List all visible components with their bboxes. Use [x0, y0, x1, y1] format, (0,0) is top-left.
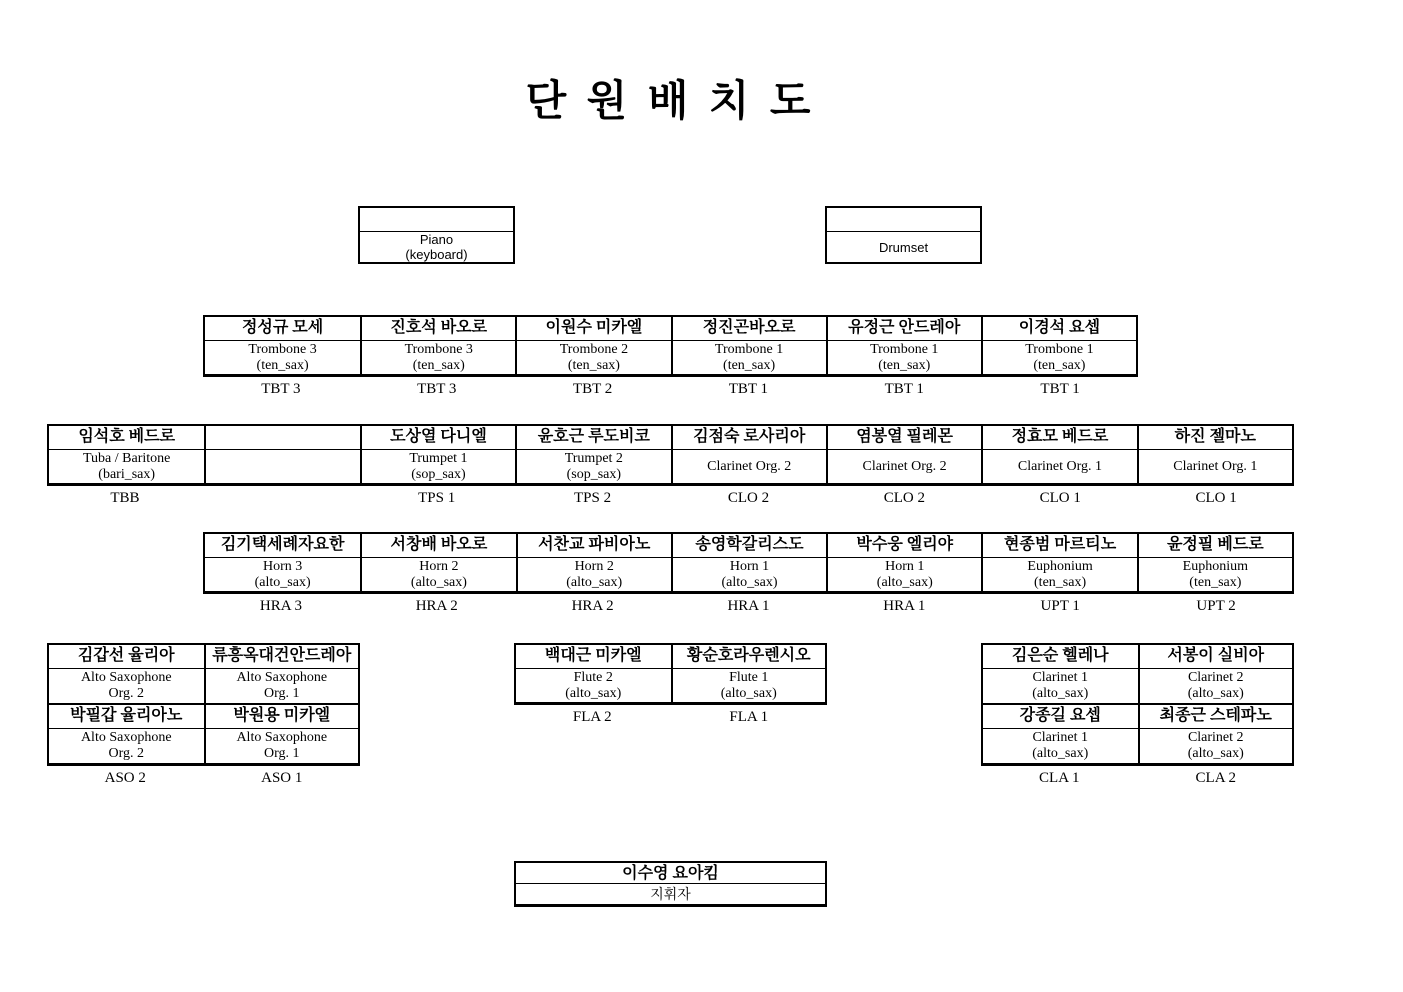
member-instrument	[983, 450, 1136, 483]
instrument-line1: Trombone 1	[714, 341, 784, 357]
member-instrument	[983, 341, 1136, 374]
member-instrument	[517, 341, 670, 374]
instrument-line2: (sop_sax)	[566, 466, 622, 482]
member-instrument	[518, 558, 671, 591]
clarinet-row-a	[983, 645, 1292, 703]
member-name: 염봉열 필레몬	[828, 426, 981, 450]
member-instrument	[206, 450, 359, 483]
instrument-line2: Org. 2	[108, 686, 145, 701]
member-cell	[981, 426, 1136, 483]
instrument-line1: Clarinet Org. 1	[1017, 458, 1102, 474]
instrument-line2: (alto_sax)	[720, 685, 777, 701]
alto-sax-block	[47, 643, 360, 766]
member-instrument	[673, 558, 826, 591]
member-name: 류흥옥대건안드레아	[206, 645, 359, 669]
member-cell	[360, 426, 515, 483]
instrument-line1: Euphonium	[1182, 558, 1249, 574]
instrument-line1: Clarinet Org. 1	[1173, 458, 1258, 474]
seat-code: CLO 1	[1039, 490, 1081, 506]
member-cell	[983, 645, 1138, 703]
instrument-line1: Horn 2	[574, 558, 614, 574]
member-name	[206, 426, 359, 450]
seat-code: FLA 1	[729, 709, 769, 725]
instrument-line2: (sop_sax)	[411, 466, 466, 482]
member-instrument	[673, 341, 826, 374]
seat-code: FLA 2	[572, 709, 612, 725]
member-instrument	[205, 341, 360, 374]
instrument-line2: (alto_sax)	[721, 574, 778, 590]
instrument-line1: Trombone 3	[248, 341, 317, 357]
instrument-line2: (alto_sax)	[1187, 746, 1244, 761]
page-title: 단 원 배 치 도	[525, 79, 815, 125]
seat-code: HRA 2	[415, 598, 458, 614]
member-name: 최종근 스테파노	[1140, 705, 1293, 729]
horn-codes-row	[203, 598, 1294, 615]
instrument-line1: Clarinet Org. 2	[862, 458, 947, 474]
instrument-line2: (ten_sax)	[1034, 574, 1087, 590]
member-instrument	[206, 729, 359, 763]
member-instrument	[362, 450, 515, 483]
member-cell	[671, 317, 826, 374]
instrument-line1: Clarinet Org. 2	[707, 458, 792, 474]
instrument-line2: (alto_sax)	[876, 574, 933, 590]
drumset-label	[827, 232, 980, 262]
member-cell	[1138, 705, 1293, 763]
member-cell	[981, 534, 1136, 591]
member-name: 진호석 바오로	[362, 317, 515, 341]
flute-codes-row	[514, 709, 827, 726]
instrument-line2: (ten_sax)	[1033, 357, 1086, 373]
member-cell	[360, 534, 515, 591]
instrument-line2: (alto_sax)	[410, 574, 467, 590]
member-cell	[1137, 534, 1292, 591]
member-instrument	[49, 729, 204, 763]
instrument-line1: Horn 1	[729, 558, 770, 574]
member-cell	[49, 645, 204, 703]
member-cell	[826, 317, 981, 374]
instrument-line1: Alto Saxophone	[236, 670, 328, 685]
seat-code: ASO 1	[261, 770, 303, 786]
member-name: 윤정필 베드로	[1139, 534, 1292, 558]
conductor-box	[514, 861, 827, 907]
member-cell	[204, 645, 359, 703]
seat-code: TPS 2	[574, 490, 612, 506]
instrument-line1: Horn 2	[419, 558, 459, 574]
member-name: 윤호근 루도비코	[517, 426, 670, 450]
instrument-line1: Clarinet 1	[1032, 730, 1089, 745]
seat-code: HRA 3	[259, 598, 302, 614]
member-name: 김은순 헬레나	[983, 645, 1138, 669]
seat-code: UPT 2	[1196, 598, 1236, 614]
member-instrument	[1140, 669, 1293, 703]
instrument-line2: Org. 1	[263, 686, 300, 701]
member-cell	[49, 426, 204, 483]
member-instrument	[673, 669, 826, 702]
member-cell	[360, 317, 515, 374]
member-name: 유정근 안드레아	[828, 317, 981, 341]
member-instrument	[49, 669, 204, 703]
seat-code: TBT 1	[884, 381, 924, 397]
member-name: 김점숙 로사리아	[673, 426, 826, 450]
instrument-line2: (ten_sax)	[567, 357, 620, 373]
seat-code: TPS 1	[418, 490, 456, 506]
flute-block	[514, 643, 827, 705]
member-cell	[981, 317, 1136, 374]
instrument-line1: Trumpet 2	[564, 450, 623, 466]
trombone-codes-row	[203, 381, 1138, 398]
piano-label-line1: Piano	[419, 232, 454, 247]
seat-code: ASO 2	[104, 770, 146, 786]
seat-code: TBT 3	[417, 381, 457, 397]
instrument-line2: (alto_sax)	[566, 574, 623, 590]
member-cell	[826, 534, 981, 591]
conductor-role: 지휘자	[650, 888, 691, 903]
instrument-line1: Trombone 2	[559, 341, 629, 357]
horn-euphonium-row	[203, 532, 1294, 594]
instrument-line2: (alto_sax)	[565, 685, 622, 701]
member-name: 박원용 미카엘	[206, 705, 359, 729]
alto-sax-row-b	[49, 703, 358, 763]
member-instrument	[983, 669, 1138, 703]
member-instrument	[49, 450, 204, 483]
member-instrument	[828, 558, 981, 591]
instrument-line2: (alto_sax)	[1032, 746, 1089, 761]
member-name: 강종길 요셉	[983, 705, 1138, 729]
drumset-name-row	[827, 208, 980, 232]
instrument-line1: Euphonium	[1027, 558, 1093, 574]
member-cell	[205, 534, 360, 591]
member-name: 박필갑 율리아노	[49, 705, 204, 729]
instrument-line2: (ten_sax)	[1189, 574, 1242, 590]
drumset-box	[825, 206, 982, 264]
member-cell	[1138, 645, 1293, 703]
piano-box	[358, 206, 515, 264]
instrument-line2: (alto_sax)	[1187, 686, 1244, 701]
conductor-name: 이수영 요아킴	[516, 863, 825, 884]
member-name: 이원수 미카엘	[517, 317, 670, 341]
member-name: 도상열 다니엘	[362, 426, 515, 450]
instrument-line1: Horn 1	[885, 558, 925, 574]
member-name: 황순호라우렌시오	[673, 645, 826, 669]
member-name: 서창배 바오로	[362, 534, 515, 558]
member-cell	[515, 317, 670, 374]
seat-code: CLO 2	[883, 490, 925, 506]
seat-code: HRA 1	[727, 598, 770, 614]
instrument-line1: Clarinet 2	[1187, 670, 1244, 685]
member-name: 이경석 요셉	[983, 317, 1136, 341]
member-cell	[671, 534, 826, 591]
member-instrument	[983, 558, 1136, 591]
clarinet-block	[981, 643, 1294, 766]
member-instrument	[206, 669, 359, 703]
member-cell	[1137, 426, 1292, 483]
seat-code: CLO 2	[727, 490, 770, 506]
alto-sax-row-a	[49, 645, 358, 703]
empty-member-cell	[204, 426, 359, 483]
member-cell	[983, 705, 1138, 763]
member-name: 현종범 마르티노	[983, 534, 1136, 558]
member-cell	[205, 317, 360, 374]
instrument-line2: (bari_sax)	[98, 466, 156, 482]
seat-code: UPT 1	[1040, 598, 1080, 614]
drumset-label-line1: Drumset	[878, 239, 929, 255]
instrument-line1: Alto Saxophone	[80, 670, 172, 685]
seat-code: TBT 3	[261, 381, 301, 397]
member-instrument	[362, 341, 515, 374]
member-instrument	[1140, 729, 1293, 763]
instrument-line1: Clarinet 1	[1032, 670, 1089, 685]
seat-code: CLA 2	[1195, 770, 1236, 786]
instrument-line1: Clarinet 2	[1187, 730, 1244, 745]
member-cell	[826, 426, 981, 483]
clarinet-row-b	[983, 703, 1292, 763]
member-name: 하진 젤마노	[1139, 426, 1292, 450]
member-instrument	[1139, 558, 1292, 591]
member-name: 서찬교 파비아노	[518, 534, 671, 558]
member-name: 송영학갈리스도	[673, 534, 826, 558]
instrument-line2: (alto_sax)	[254, 574, 311, 590]
seat-code: HRA 1	[883, 598, 926, 614]
instrument-line1: Trumpet 1	[409, 450, 468, 466]
member-name: 서봉이 실비아	[1140, 645, 1293, 669]
trombone-row	[203, 315, 1138, 377]
seat-code: HRA 2	[571, 598, 614, 614]
member-name: 김갑선 율리아	[49, 645, 204, 669]
clarinet-codes-row	[981, 770, 1294, 787]
seat-code: CLA 1	[1039, 770, 1080, 786]
instrument-line2: (ten_sax)	[412, 357, 465, 373]
member-instrument	[673, 450, 826, 483]
seat-code: TBT 1	[1040, 381, 1080, 397]
member-name: 임석호 베드로	[49, 426, 204, 450]
instrument-line1: Flute 1	[729, 669, 769, 685]
instrument-line1: Trombone 3	[404, 341, 473, 357]
second-row-codes	[47, 490, 1294, 507]
piano-name-row	[360, 208, 513, 232]
member-instrument	[517, 450, 670, 483]
member-cell	[204, 705, 359, 763]
piano-label-line2: (keyboard)	[405, 247, 468, 262]
member-cell	[516, 534, 671, 591]
instrument-line2: (ten_sax)	[723, 357, 776, 373]
instrument-line2: (alto_sax)	[1032, 686, 1089, 701]
member-cell	[516, 645, 671, 702]
member-instrument	[205, 558, 360, 591]
seat-code: CLO 1	[1195, 490, 1237, 506]
tuba-trumpet-clarinet-row	[47, 424, 1294, 486]
member-name: 백대근 미카엘	[516, 645, 671, 669]
alto-sax-codes-row	[47, 770, 360, 787]
instrument-line2: Org. 2	[108, 746, 145, 761]
seat-code: TBT 1	[728, 381, 769, 397]
member-instrument	[516, 669, 671, 702]
member-name: 김기택세례자요한	[205, 534, 360, 558]
seat-code: TBB	[110, 490, 140, 506]
member-cell	[671, 426, 826, 483]
member-name: 박수웅 엘리야	[828, 534, 981, 558]
seat-code: TBT 2	[572, 381, 613, 397]
instrument-line1: Trombone 1	[1025, 341, 1094, 357]
instrument-line1: Flute 2	[573, 669, 613, 685]
member-name: 정효모 베드로	[983, 426, 1136, 450]
instrument-line1: Trombone 1	[870, 341, 939, 357]
instrument-line2: (ten_sax)	[256, 357, 309, 373]
member-instrument	[1139, 450, 1292, 483]
instrument-line1: Horn 3	[263, 558, 303, 574]
member-name: 정성규 모세	[205, 317, 360, 341]
member-cell	[49, 705, 204, 763]
member-instrument	[828, 341, 981, 374]
instrument-line2: Org. 1	[263, 746, 300, 761]
member-cell	[515, 426, 670, 483]
seat-code	[203, 490, 359, 507]
instrument-line1: Alto Saxophone	[236, 730, 328, 745]
member-cell	[671, 645, 826, 702]
member-instrument	[362, 558, 515, 591]
member-instrument	[828, 450, 981, 483]
piano-label	[360, 232, 513, 262]
instrument-line2: (ten_sax)	[878, 357, 931, 373]
member-instrument	[983, 729, 1138, 763]
member-name: 정진곤바오로	[673, 317, 826, 341]
instrument-line1: Alto Saxophone	[80, 730, 172, 745]
instrument-line1: Tuba / Baritone	[83, 450, 171, 466]
